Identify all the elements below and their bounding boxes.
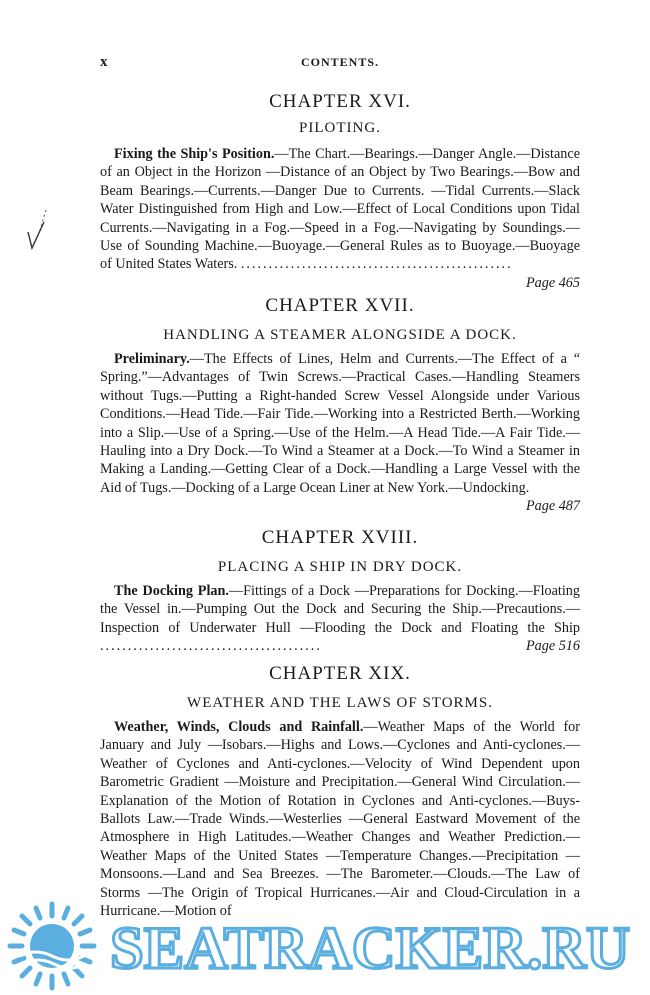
- page-reference: Page 487: [526, 498, 580, 515]
- chapter-summary: [100, 718, 580, 920]
- summary-lead: Preliminary.: [114, 351, 190, 367]
- summary-text: —Fittings of a Dock —Preparations for Docking.—Floating the Vessel in.—Pumping Out the Dock and Securing the Ship.—Precautions.—Inspection of Underwater Hull —Flooding the Dock and Floating the Ship: [100, 583, 580, 636]
- chapter-title: CHAPTER XVII.: [265, 295, 415, 316]
- watermark-logo: [0, 898, 650, 995]
- chapter-summary: [100, 145, 580, 291]
- page-reference: Page 516: [526, 638, 580, 655]
- chapter-subtitle: WEATHER AND THE LAWS OF STORMS.: [187, 695, 493, 711]
- page-header: [100, 54, 580, 72]
- chapter-subtitle: PILOTING.: [299, 120, 381, 136]
- dot-leader: .................................................: [240, 256, 513, 273]
- chapter-title: CHAPTER XVIII.: [261, 527, 419, 548]
- chapter-summary: [100, 350, 580, 497]
- page-reference: Page 465: [526, 274, 580, 291]
- chapter-subtitle: HANDLING A STEAMER ALONGSIDE A DOCK.: [163, 327, 517, 343]
- summary-text: —The Chart.—Bearings.—Danger Angle.—Distance of an Object in the Horizon —Distance of an Object by Two Bearings.—Bow and Beam Bearings.—Currents.—Danger Due to Currents. —Tidal Currents.—Slack Water Distinguished from High and Low.—Effect of Local Conditions upon Tidal Currents.—Navigating in a Fog.—Speed in a Fog.—Navigating by Soundings.—Use of Sounding Machine.—Buoyage.—General Rules as to Buoyage.—Buoyage of United States Waters.: [100, 146, 580, 273]
- chapter-title: CHAPTER XVI.: [269, 91, 411, 112]
- dot-leader: ........................................: [100, 638, 322, 655]
- summary-lead: Fixing the Ship's Position.: [114, 146, 275, 162]
- chapter-title: CHAPTER XIX.: [269, 663, 411, 684]
- chapter-subtitle: PLACING A SHIP IN DRY DOCK.: [217, 559, 463, 575]
- summary-text: —The Effects of Lines, Helm and Currents.—The Effect of a “ Spring.”—Advantages of Twin Screws.—Practical Cases.—Handling Steamers without Tugs.—Putting a Right-handed Screw Vessel Alongside under Various Conditions.—Head Tide.—Fair Tide.—Working into a Restricted Berth.—Working into a Slip.—Use of a Spring.—Use of the Helm.—A Head Tide.—A Fair Tide.—Hauling into a Dry Dock.—To Wind a Steamer at a Dock.—To Wind a Steamer in Making a Landing.—Getting Clear of a Dock.—Handling a Large Vessel with the Aid of Tugs.—Docking of a Large Ocean Liner at New York.—Undocking.: [100, 351, 580, 496]
- sun-icon: [10, 904, 94, 988]
- summary-lead: Weather, Winds, Clouds and Rainfall.: [114, 719, 364, 735]
- summary-text: —Weather Maps of the World for January and July —Isobars.—Highs and Lows.—Cyclones and Anti-cyclones.—Weather of Cyclones and Anti-cyclones.—Velocity of Wind Dependent upon Barometric Gradient —Moisture and Precipitation.—General Wind Circulation.—Explanation of the Motion of Rotation in Cyclones and Anti-cyclones.—Buys-Ballots Law.—Trade Winds.—Westerlies —General Eastward Movement of the Atmosphere in High Latitudes.—Weather Changes and Weather Prediction.—Weather Maps of the United States —Temperature Changes.—Precipitation —Monsoons.—Land and Sea Breezes. —The Barometer.—Clouds.—The Law of Storms —The Origin of Tropical Hurricanes.—Air and Cloud-Circulation in a Hurricane.—Motion of: [100, 719, 581, 920]
- chapter-xvi: [100, 90, 580, 292]
- running-title: CONTENTS.: [300, 55, 380, 69]
- summary-lead: The Docking Plan.: [114, 583, 229, 599]
- chapter-xviii: [100, 526, 580, 656]
- chapter-summary: [100, 582, 580, 656]
- chapter-xix: [100, 662, 581, 920]
- chapter-xvii: [100, 294, 580, 516]
- pencil-mark-icon: [22, 208, 52, 254]
- watermark-text: SEATRACKER.RU: [110, 915, 630, 981]
- page-numeral: x: [100, 54, 108, 70]
